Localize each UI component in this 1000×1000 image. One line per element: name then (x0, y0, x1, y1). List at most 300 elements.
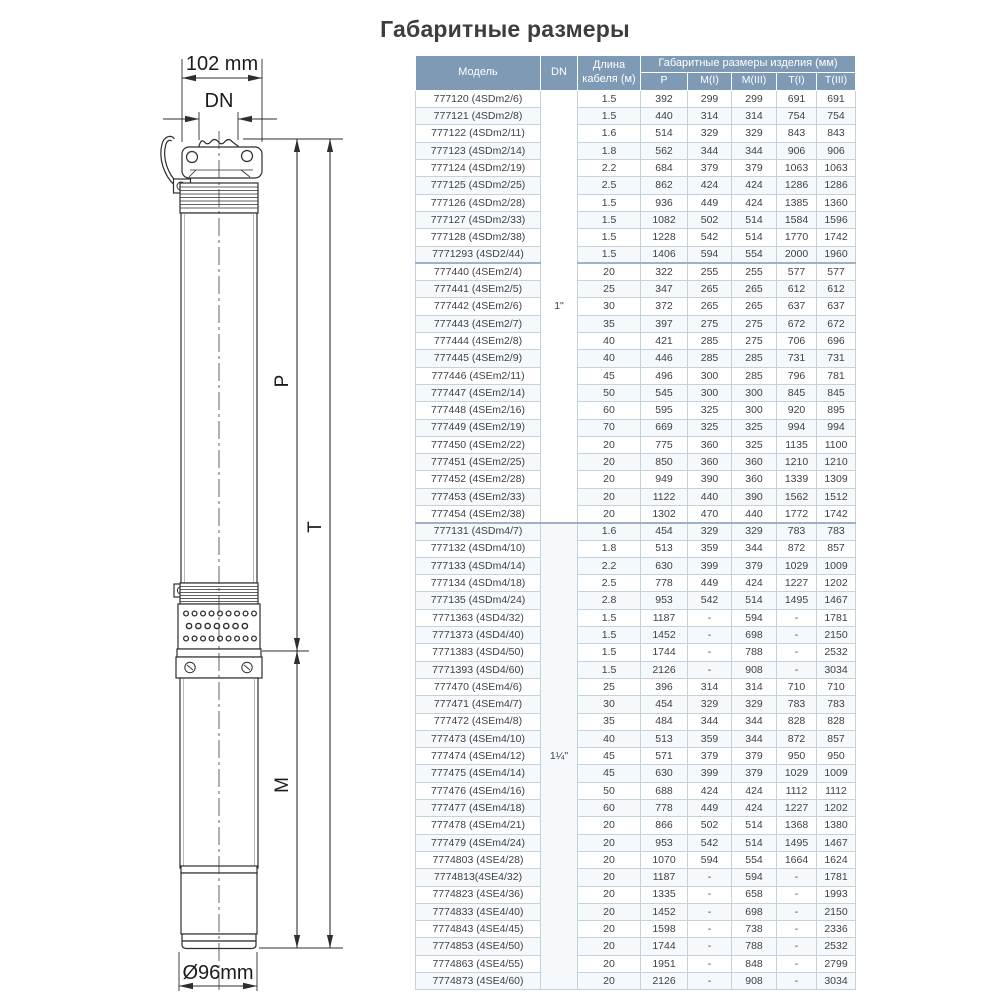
dim-ti-cell: - (777, 903, 817, 920)
dim-mi-cell: 449 (688, 194, 732, 211)
dim-miii-cell: 300 (732, 402, 777, 419)
cable-length-cell: 2.2 (578, 557, 641, 574)
table-row (416, 921, 856, 938)
dim-tiii-cell: 857 (817, 730, 856, 747)
table-row (416, 419, 856, 436)
dim-mi-cell: 314 (688, 108, 732, 125)
header-model: Модель (416, 56, 541, 91)
cable-length-cell: 1.6 (578, 523, 641, 540)
dim-mi-cell: 329 (688, 523, 732, 540)
dim-p-cell: 454 (641, 523, 688, 540)
dim-miii-cell: 329 (732, 523, 777, 540)
dim-tiii-cell: 2532 (817, 938, 856, 955)
table-row (416, 142, 856, 159)
dim-miii-cell: 265 (732, 281, 777, 298)
dim-ti-cell: 710 (777, 678, 817, 695)
dim-ti-cell: 691 (777, 90, 817, 107)
model-cell: 777128 (4SDm2/38) (416, 229, 541, 246)
dim-mi-cell: 449 (688, 800, 732, 817)
dim-ti-cell: - (777, 609, 817, 626)
model-cell: 777452 (4SEm2/28) (416, 471, 541, 488)
dim-ti-cell: 612 (777, 281, 817, 298)
cable-length-cell: 50 (578, 782, 641, 799)
dim-p-cell: 669 (641, 419, 688, 436)
dim-tiii-cell: 1100 (817, 436, 856, 453)
dim-label-p: P (272, 374, 293, 388)
table-row (416, 800, 856, 817)
dim-tiii-cell: 1063 (817, 160, 856, 177)
dim-p-cell: 778 (641, 575, 688, 592)
dim-ti-cell: 672 (777, 315, 817, 332)
dim-tiii-cell: 612 (817, 281, 856, 298)
dim-ti-cell: 920 (777, 402, 817, 419)
model-cell: 777447 (4SEm2/14) (416, 384, 541, 401)
dim-mi-cell: - (688, 644, 732, 661)
dim-miii-cell: 299 (732, 90, 777, 107)
dim-mi-cell: 314 (688, 678, 732, 695)
dim-miii-cell: 379 (732, 160, 777, 177)
table-row (416, 592, 856, 609)
dim-tiii-cell: 1742 (817, 506, 856, 523)
dim-p-cell: 1951 (641, 955, 688, 972)
cable-length-cell: 1.5 (578, 211, 641, 228)
model-cell: 7774873 (4SE4/60) (416, 973, 541, 990)
dim-tiii-cell: 3034 (817, 973, 856, 990)
dim-ti-cell: 1029 (777, 557, 817, 574)
cable-length-cell: 30 (578, 696, 641, 713)
dim-p-cell: 440 (641, 108, 688, 125)
table-row (416, 627, 856, 644)
dim-mi-cell: 360 (688, 454, 732, 471)
dim-ti-cell: - (777, 627, 817, 644)
dim-mi-cell: 594 (688, 246, 732, 263)
model-cell: 777132 (4SDm4/10) (416, 540, 541, 557)
dim-mi-cell: 359 (688, 730, 732, 747)
dim-tiii-cell: 3034 (817, 661, 856, 678)
cable-length-cell: 20 (578, 869, 641, 886)
dim-p-cell: 397 (641, 315, 688, 332)
cable-length-cell: 40 (578, 350, 641, 367)
pump-body-drawing (163, 138, 262, 948)
model-cell: 777135 (4SDm4/24) (416, 592, 541, 609)
table-row (416, 678, 856, 695)
dim-p-cell: 1228 (641, 229, 688, 246)
cable-length-cell: 20 (578, 471, 641, 488)
dim-mi-cell: 502 (688, 817, 732, 834)
dim-tiii-cell: 1202 (817, 575, 856, 592)
table-row (416, 782, 856, 799)
page-title: Габаритные размеры (380, 16, 630, 42)
model-cell: 777126 (4SDm2/28) (416, 194, 541, 211)
model-cell: 777125 (4SDm2/25) (416, 177, 541, 194)
dim-p-cell: 775 (641, 436, 688, 453)
dim-mi-cell: - (688, 921, 732, 938)
dim-tiii-cell: 1993 (817, 886, 856, 903)
dim-mi-cell: 379 (688, 748, 732, 765)
model-cell: 777448 (4SEm2/16) (416, 402, 541, 419)
cable-length-cell: 40 (578, 333, 641, 350)
dim-tiii-cell: 696 (817, 333, 856, 350)
table-row (416, 955, 856, 972)
dim-mi-cell: 424 (688, 177, 732, 194)
table-row (416, 333, 856, 350)
dim-p-cell: 514 (641, 125, 688, 142)
dim-tiii-cell: 950 (817, 748, 856, 765)
dim-tiii-cell: 1286 (817, 177, 856, 194)
dim-miii-cell: 265 (732, 298, 777, 315)
dim-ti-cell: 1210 (777, 454, 817, 471)
dim-ti-cell: 1495 (777, 834, 817, 851)
dim-ti-cell: 1339 (777, 471, 817, 488)
dim-label-t: T (305, 521, 326, 533)
dim-p-cell: 1744 (641, 644, 688, 661)
dim-tiii-cell: 857 (817, 540, 856, 557)
dim-miii-cell: 594 (732, 869, 777, 886)
dimensions-table (415, 55, 856, 990)
dim-ti-cell: - (777, 661, 817, 678)
dim-miii-cell: 738 (732, 921, 777, 938)
cable-length-cell: 20 (578, 938, 641, 955)
table-row (416, 609, 856, 626)
dim-miii-cell: 554 (732, 851, 777, 868)
dim-miii-cell: 424 (732, 177, 777, 194)
model-cell: 7771373 (4SD4/40) (416, 627, 541, 644)
dim-p-cell: 2126 (641, 661, 688, 678)
dim-mi-cell: 344 (688, 142, 732, 159)
table-row (416, 298, 856, 315)
dim-miii-cell: 908 (732, 661, 777, 678)
dim-ti-cell: 906 (777, 142, 817, 159)
table-row (416, 523, 856, 540)
dim-miii-cell: 360 (732, 454, 777, 471)
dim-tiii-cell: 1009 (817, 557, 856, 574)
model-cell: 777477 (4SEm4/18) (416, 800, 541, 817)
dim-mi-cell: - (688, 661, 732, 678)
dn-cell: 1" (541, 90, 578, 522)
dim-miii-cell: 554 (732, 246, 777, 263)
table-row (416, 488, 856, 505)
dim-tiii-cell: 1742 (817, 229, 856, 246)
dim-tiii-cell: 577 (817, 263, 856, 280)
dim-mi-cell: 360 (688, 436, 732, 453)
dim-ti-cell: - (777, 886, 817, 903)
cable-length-cell: 1.5 (578, 246, 641, 263)
dim-label-m: M (272, 777, 293, 793)
cable-length-cell: 30 (578, 298, 641, 315)
dim-tiii-cell: 1512 (817, 488, 856, 505)
dim-mi-cell: 265 (688, 281, 732, 298)
dim-mi-cell: - (688, 609, 732, 626)
header-dimensions-group: Габаритные размеры изделия (мм) (641, 56, 856, 73)
dim-tiii-cell: 1467 (817, 592, 856, 609)
dim-tiii-cell: 1596 (817, 211, 856, 228)
dim-miii-cell: 698 (732, 903, 777, 920)
dim-ti-cell: 1495 (777, 592, 817, 609)
dim-mi-cell: - (688, 869, 732, 886)
dim-label-102mm: 102 mm (185, 53, 259, 75)
dim-dn-lines (163, 112, 277, 140)
table-row (416, 367, 856, 384)
dim-ti-cell: 845 (777, 384, 817, 401)
model-cell: 777122 (4SDm2/11) (416, 125, 541, 142)
dim-mi-cell: 542 (688, 592, 732, 609)
table-row (416, 160, 856, 177)
cable-length-cell: 1.8 (578, 142, 641, 159)
dim-ti-cell: 1562 (777, 488, 817, 505)
dim-ti-cell: 577 (777, 263, 817, 280)
dim-ti-cell: 706 (777, 333, 817, 350)
dim-ti-cell: - (777, 938, 817, 955)
table-row (416, 350, 856, 367)
dim-tiii-cell: 731 (817, 350, 856, 367)
dim-mi-cell: 542 (688, 229, 732, 246)
dim-p-cell: 862 (641, 177, 688, 194)
dim-p-cell: 1452 (641, 903, 688, 920)
dim-p-cell: 396 (641, 678, 688, 695)
model-cell: 7774833 (4SE4/40) (416, 903, 541, 920)
model-cell: 777131 (4SDm4/7) (416, 523, 541, 540)
cable-length-cell: 20 (578, 903, 641, 920)
dim-mi-cell: - (688, 938, 732, 955)
dim-mi-cell: - (688, 627, 732, 644)
dim-ti-cell: 1584 (777, 211, 817, 228)
dim-mi-cell: 325 (688, 419, 732, 436)
dim-tiii-cell: 828 (817, 713, 856, 730)
table-row (416, 281, 856, 298)
dim-tiii-cell: 710 (817, 678, 856, 695)
model-cell: 777454 (4SEm2/38) (416, 506, 541, 523)
dimensions-table-container (415, 55, 855, 990)
dim-tiii-cell: 2532 (817, 644, 856, 661)
cable-length-cell: 1.5 (578, 609, 641, 626)
dim-mi-cell: 399 (688, 557, 732, 574)
dn-cell: 1¼" (541, 523, 578, 990)
dim-miii-cell: 379 (732, 765, 777, 782)
dim-p-cell: 347 (641, 281, 688, 298)
dim-p-cell: 1452 (641, 627, 688, 644)
dim-miii-cell: 379 (732, 748, 777, 765)
dim-tiii-cell: 1202 (817, 800, 856, 817)
dim-mi-cell: 390 (688, 471, 732, 488)
dim-mi-cell: 344 (688, 713, 732, 730)
cable-length-cell: 20 (578, 454, 641, 471)
dim-mi-cell: 502 (688, 211, 732, 228)
table-row (416, 506, 856, 523)
model-cell: 777127 (4SDm2/33) (416, 211, 541, 228)
dim-p-cell: 1598 (641, 921, 688, 938)
cable-length-cell: 25 (578, 281, 641, 298)
dim-miii-cell: 344 (732, 540, 777, 557)
dim-p-cell: 1744 (641, 938, 688, 955)
dim-p-cell: 684 (641, 160, 688, 177)
dim-ti-cell: 1112 (777, 782, 817, 799)
dim-mi-cell: 329 (688, 125, 732, 142)
cable-length-cell: 45 (578, 765, 641, 782)
header-dn: DN (541, 56, 578, 91)
cable-length-cell: 2.2 (578, 160, 641, 177)
dim-tiii-cell: 1009 (817, 765, 856, 782)
dim-ti-cell: - (777, 973, 817, 990)
model-cell: 777121 (4SDm2/8) (416, 108, 541, 125)
dim-miii-cell: 514 (732, 592, 777, 609)
dim-ti-cell: 1135 (777, 436, 817, 453)
dim-tiii-cell: 994 (817, 419, 856, 436)
dim-mi-cell: 329 (688, 696, 732, 713)
dim-tiii-cell: 691 (817, 90, 856, 107)
table-row (416, 575, 856, 592)
dim-p-cell: 953 (641, 592, 688, 609)
dim-p-cell: 322 (641, 263, 688, 280)
model-cell: 7774853 (4SE4/50) (416, 938, 541, 955)
dim-p-cell: 936 (641, 194, 688, 211)
model-cell: 777476 (4SEm4/16) (416, 782, 541, 799)
model-cell: 777450 (4SEm2/22) (416, 436, 541, 453)
dim-miii-cell: 424 (732, 194, 777, 211)
dim-miii-cell: 908 (732, 973, 777, 990)
cable-length-cell: 20 (578, 955, 641, 972)
table-row (416, 125, 856, 142)
cable-length-cell: 20 (578, 817, 641, 834)
dim-tiii-cell: 672 (817, 315, 856, 332)
cable-length-cell: 1.5 (578, 229, 641, 246)
dim-tiii-cell: 783 (817, 696, 856, 713)
model-cell: 777479 (4SEm4/24) (416, 834, 541, 851)
header-sub-mi: M(I) (688, 72, 732, 90)
dim-ti-cell: - (777, 869, 817, 886)
dim-ti-cell: 843 (777, 125, 817, 142)
dim-label-dn: DN (204, 90, 234, 112)
table-row (416, 108, 856, 125)
dim-ti-cell: 1227 (777, 575, 817, 592)
model-cell: 777445 (4SEm2/9) (416, 350, 541, 367)
table-row (416, 454, 856, 471)
cable-length-cell: 2.8 (578, 592, 641, 609)
table-row (416, 194, 856, 211)
dim-p-cell: 2126 (641, 973, 688, 990)
dim-miii-cell: 329 (732, 125, 777, 142)
dim-miii-cell: 329 (732, 696, 777, 713)
dim-p-cell: 562 (641, 142, 688, 159)
dim-miii-cell: 424 (732, 782, 777, 799)
cable-length-cell: 60 (578, 800, 641, 817)
dim-mi-cell: 542 (688, 834, 732, 851)
cable-length-cell: 20 (578, 488, 641, 505)
dim-chain-arrows (294, 139, 333, 948)
dim-mi-cell: 379 (688, 160, 732, 177)
dim-mi-cell: 325 (688, 402, 732, 419)
dim-ti-cell: 783 (777, 696, 817, 713)
table-row (416, 973, 856, 990)
model-cell: 777451 (4SEm2/25) (416, 454, 541, 471)
dim-miii-cell: 440 (732, 506, 777, 523)
dim-miii-cell: 424 (732, 800, 777, 817)
model-cell: 777453 (4SEm2/33) (416, 488, 541, 505)
dim-p-cell: 454 (641, 696, 688, 713)
header-sub-tiii: T(III) (817, 72, 856, 90)
table-row (416, 765, 856, 782)
model-cell: 777474 (4SEm4/12) (416, 748, 541, 765)
model-cell: 777471 (4SEm4/7) (416, 696, 541, 713)
model-cell: 777446 (4SEm2/11) (416, 367, 541, 384)
model-cell: 7774843 (4SE4/45) (416, 921, 541, 938)
dim-tiii-cell: 1624 (817, 851, 856, 868)
model-cell: 777473 (4SEm4/10) (416, 730, 541, 747)
table-row (416, 436, 856, 453)
dim-tiii-cell: 754 (817, 108, 856, 125)
dim-mi-cell: - (688, 973, 732, 990)
table-row (416, 402, 856, 419)
dim-mi-cell: 285 (688, 350, 732, 367)
cable-length-cell: 1.5 (578, 627, 641, 644)
dim-ti-cell: - (777, 644, 817, 661)
dim-p-cell: 545 (641, 384, 688, 401)
dim-p-cell: 1070 (641, 851, 688, 868)
dim-tiii-cell: 637 (817, 298, 856, 315)
dim-ti-cell: - (777, 921, 817, 938)
model-cell: 777441 (4SEm2/5) (416, 281, 541, 298)
header-sub-p: P (641, 72, 688, 90)
dim-miii-cell: 514 (732, 817, 777, 834)
model-cell: 7774803 (4SE4/28) (416, 851, 541, 868)
dim-tiii-cell: 2150 (817, 627, 856, 644)
dim-ti-cell: 1772 (777, 506, 817, 523)
dim-miii-cell: 314 (732, 108, 777, 125)
table-row (416, 851, 856, 868)
dim-miii-cell: 344 (732, 713, 777, 730)
dim-mi-cell: 285 (688, 333, 732, 350)
table-row (416, 748, 856, 765)
model-cell: 7771363 (4SD4/32) (416, 609, 541, 626)
dim-miii-cell: 344 (732, 730, 777, 747)
dim-p-cell: 1122 (641, 488, 688, 505)
dim-ti-cell: 637 (777, 298, 817, 315)
cable-length-cell: 20 (578, 973, 641, 990)
dim-p-cell: 571 (641, 748, 688, 765)
dim-p-cell: 421 (641, 333, 688, 350)
dim-mi-cell: 255 (688, 263, 732, 280)
dim-ti-cell: 2000 (777, 246, 817, 263)
dim-miii-cell: 344 (732, 142, 777, 159)
dim-p-cell: 1187 (641, 609, 688, 626)
dim-miii-cell: 285 (732, 350, 777, 367)
cable-length-cell: 2.5 (578, 575, 641, 592)
cable-length-cell: 20 (578, 851, 641, 868)
model-cell: 777478 (4SEm4/21) (416, 817, 541, 834)
cable-length-cell: 1.5 (578, 108, 641, 125)
dim-mi-cell: 399 (688, 765, 732, 782)
table-row (416, 938, 856, 955)
cable-length-cell: 45 (578, 367, 641, 384)
dim-miii-cell: 594 (732, 609, 777, 626)
dim-mi-cell: 449 (688, 575, 732, 592)
dim-ti-cell: 1664 (777, 851, 817, 868)
dim-tiii-cell: 1781 (817, 869, 856, 886)
dim-mi-cell: 299 (688, 90, 732, 107)
table-row (416, 263, 856, 280)
dim-ti-cell: 1286 (777, 177, 817, 194)
dim-miii-cell: 658 (732, 886, 777, 903)
cable-length-cell: 1.5 (578, 644, 641, 661)
dim-tiii-cell: 1112 (817, 782, 856, 799)
model-cell: 777123 (4SDm2/14) (416, 142, 541, 159)
dim-miii-cell: 275 (732, 333, 777, 350)
table-row (416, 817, 856, 834)
dim-ti-cell: 872 (777, 540, 817, 557)
dim-tiii-cell: 1210 (817, 454, 856, 471)
dim-p-cell: 778 (641, 800, 688, 817)
table-row (416, 557, 856, 574)
cable-length-cell: 45 (578, 748, 641, 765)
